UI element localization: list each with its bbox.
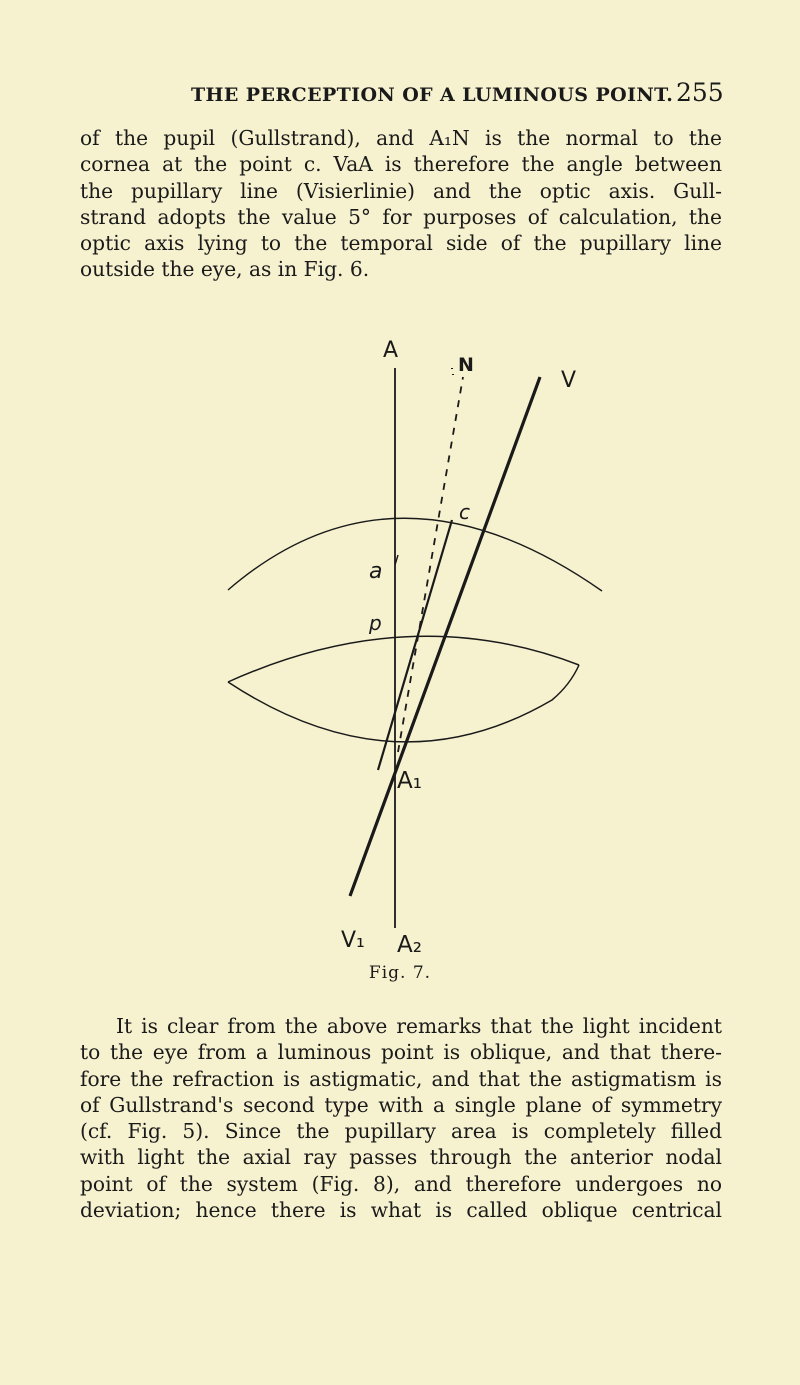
text-line: point of the system (Fig. 8), and therefore undergoes no bbox=[80, 1171, 722, 1196]
text-line: strand adopts the value 5° for purposes of calculation, the bbox=[80, 204, 722, 229]
label-N: N bbox=[458, 354, 474, 376]
text-line: of the pupil (Gullstrand), and A₁N is the normal to the bbox=[80, 126, 722, 150]
label-p: p bbox=[369, 611, 382, 635]
text-line: the pupillary line (Visierlinie) and the optic axis. Gull- bbox=[80, 178, 722, 203]
text-line: cornea at the point c. VaA is therefore the angle between bbox=[80, 152, 722, 177]
running-title: THE PERCEPTION OF A LUMINOUS POINT. bbox=[191, 84, 674, 106]
text-line: It is clear from the above remarks that the light incident bbox=[116, 1014, 722, 1038]
label-A1: A₁ bbox=[397, 768, 422, 794]
text-line: of Gullstrand's second type with a single plane of symmetry bbox=[80, 1092, 722, 1117]
text-line: deviation; hence there is what is called oblique centrical bbox=[80, 1198, 722, 1223]
text-line: to the eye from a luminous point is oblique, and that there- bbox=[80, 1040, 722, 1065]
text-line: optic axis lying to the temporal side of the pupillary line bbox=[80, 231, 722, 256]
label-a: a bbox=[369, 559, 383, 584]
lens-back-surface bbox=[228, 665, 579, 742]
label-c: c bbox=[459, 500, 470, 524]
label-A: A bbox=[383, 338, 399, 363]
normal-line-dashed bbox=[398, 377, 463, 752]
pupillary-line bbox=[350, 377, 540, 896]
paragraph-2 bbox=[80, 1013, 722, 1223]
text-line: outside the eye, as in Fig. 6. bbox=[80, 257, 370, 282]
lens-front-surface bbox=[228, 636, 579, 682]
page-number: 255 bbox=[676, 78, 724, 107]
text-line: with light the axial ray passes through the anterior nodal bbox=[80, 1145, 722, 1170]
text-line: (cf. Fig. 5). Since the pupillary area is completely filled bbox=[80, 1119, 722, 1144]
cornea-arc bbox=[228, 518, 602, 591]
label-V1: V₁ bbox=[341, 928, 365, 953]
label-A2: A₂ bbox=[397, 932, 422, 958]
label-V: V bbox=[561, 368, 577, 393]
text-line: fore the refraction is astigmatic, and that the astigmatism is bbox=[80, 1066, 722, 1091]
figure-caption: Fig. 7. bbox=[368, 963, 432, 983]
